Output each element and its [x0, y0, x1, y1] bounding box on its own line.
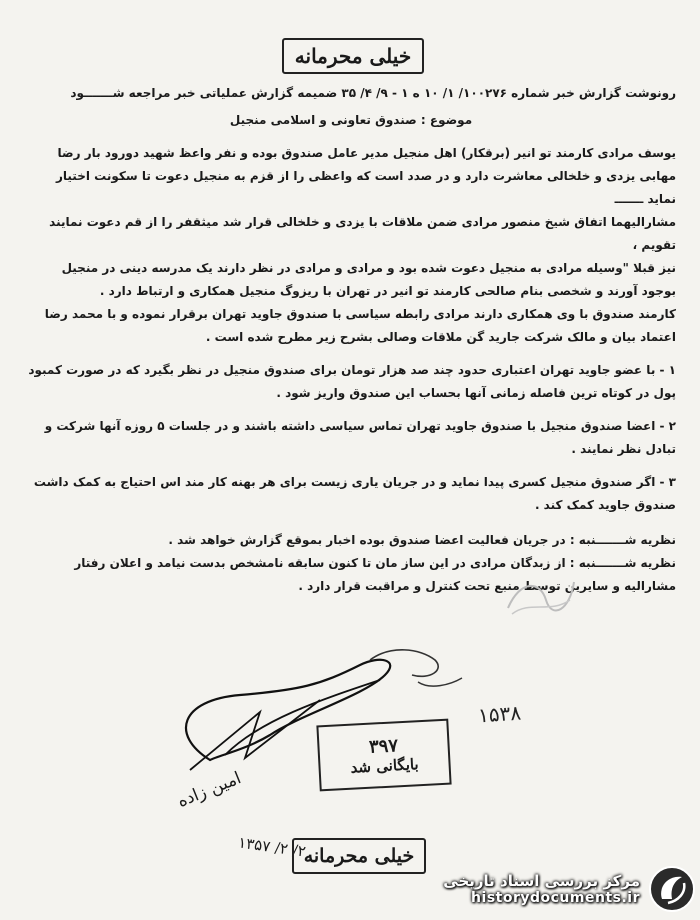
- paragraph-3: نیز قبلا "وسیله مرادی به منجیل دعوت شده بود و مرادی و مرادی در نظر دارند یک مدرسه دینی در منجیل بوجود آورند و شخصی بنام صالحی کارمند تو انیر در تهران با ریزوگ منجیل همکاری و ارتباط دارد .: [61, 261, 676, 298]
- handwritten-date: ۲/ ۲/ ۱۳۵۷: [237, 833, 307, 861]
- archive-text: [443, 872, 640, 906]
- reference-line: رونوشت گزارش خبر شماره ۱۰۰۲۷۶/ ۱/ ۱۰ ه ۱ - ۹/ ۴/ ۳۵ ضمیمه گزارش عملیاتی خبر مراجعه شـــــــود: [70, 86, 676, 100]
- list-item-3: ۳ - اگر صندوق منجیل کسری پیدا نماید و در جریان یاری زیست برای هر بهنه کار مند اس احتیاج به کمک داشت صندوق جاوید کمک کند .: [33, 475, 676, 512]
- paragraph-2: مشارالیهما اتفاق شیخ منصور مرادی ضمن ملاقات با یزدی و خلخالی قرار شد میثقفر را از قم دعوت نمایند تقویم ،: [49, 215, 676, 252]
- archive-stamp-number: ۳۹۷: [368, 734, 399, 758]
- archive-logo-icon: [648, 865, 696, 913]
- archive-stamp-box: [316, 719, 451, 792]
- document-body: [26, 82, 676, 598]
- paragraph-1: یوسف مرادی کارمند تو انیر (برقکار) اهل منجیل مدیر عامل صندوق بوده و نفر واعظ شهید دورود بار رضا مهابی یزدی و خلخالی معاشرت دارد و در صدد است که واعظی را از قزم به منجیل دعوت تا سکونت اختیار نماید ـــــــ: [55, 146, 676, 206]
- handwritten-number: ۱۵۳۸: [477, 700, 522, 728]
- note-2: نظریه شـــــــنبه : از زبدگان مرادی در این ساز مان تا کنون سابقه نامشخص بدست نیامد و اعلان رفتار مشارالیه و سایرین توسط منبع تحت کنترل و مراقبت قرار دارد .: [74, 556, 676, 593]
- archive-name: مرکز بررسی اسناد تاریخی: [443, 872, 640, 890]
- handwritten-name: امین زاده: [174, 768, 245, 812]
- archive-watermark: [418, 858, 700, 920]
- archive-url: historydocuments.ir: [471, 890, 640, 906]
- list-item-2: ۲ - اعضا صندوق منجیل با صندوق جاوید تهران تماس سیاسی داشته باشند و در جلسات ۵ روزه آنها شرکت و تبادل نظر نمایند .: [44, 419, 676, 456]
- stamp-top-confidential: خیلی محرمانه: [282, 38, 424, 74]
- list-item-1: ۱ - با عضو جاوید تهران اعتباری حدود چند صد هزار تومان برای صندوق منجیل در نظر بگیرد که در صورت کمبود پول در کوتاه ترین فاصله زمانی آنها بحساب این صندوق واریز شود .: [28, 363, 676, 400]
- note-1: نظریه شـــــــنبه : در جریان فعالیت اعضا صندوق بوده اخبار بموقع گزارش خواهد شد .: [168, 533, 676, 547]
- faint-scribble-mark: [500, 570, 580, 620]
- paragraph-4: کارمند صندوق با وی همکاری دارند مرادی رابطه سیاسی با صندوق جاوید تهران برقرار نموده و با محمد رضا اعتماد بیان و مالک شرکت جارید گن ملاقات وصالی بشرح زیر مطرح شده است .: [44, 307, 676, 344]
- stamp-bottom-confidential: خیلی محرمانه: [292, 838, 426, 874]
- archive-stamp-label: بایگانی شد: [350, 754, 420, 777]
- subject-line: موضوع : صندوق تعاونی و اسلامی منجیل: [229, 113, 473, 127]
